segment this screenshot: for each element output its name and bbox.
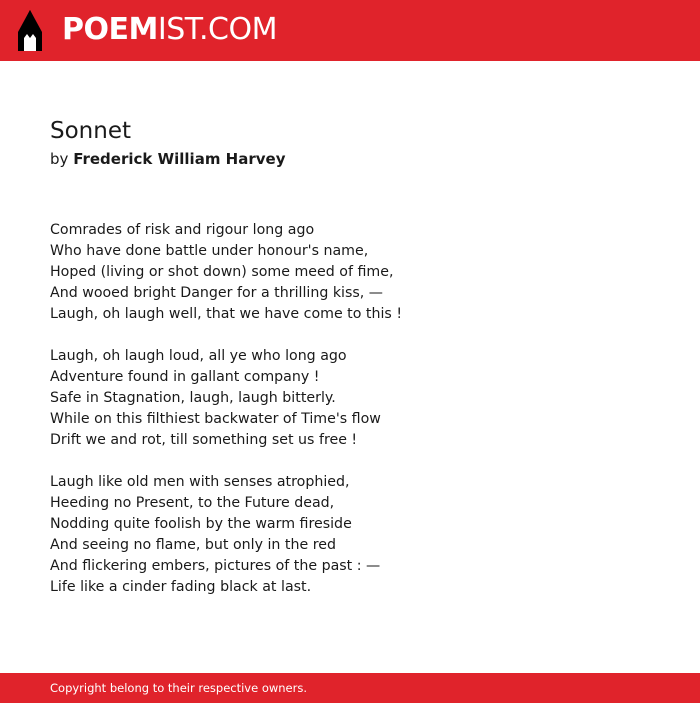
copyright-notice: Copyright belong to their respective owners. <box>50 681 308 695</box>
poem-line: And seeing no flame, but only in the red <box>50 537 336 553</box>
poem-line: Laugh, oh laugh well, that we have come to this ! <box>50 306 403 322</box>
poem-line: Adventure found in gallant company ! <box>50 369 320 385</box>
poem-title: Sonnet <box>50 118 131 144</box>
byline-prefix: by <box>50 150 69 168</box>
poem-line: While on this filthiest backwater of Time's flow <box>50 411 381 427</box>
site-logo[interactable] <box>62 13 277 47</box>
poem-line: And wooed bright Danger for a thrilling kiss, — <box>50 285 383 301</box>
poem-line: Laugh, oh laugh loud, all ye who long ago <box>50 348 347 364</box>
poem-line: Drift we and rot, till something set us free ! <box>50 432 358 448</box>
pencil-tip-icon[interactable] <box>18 10 42 51</box>
stanza <box>50 346 650 451</box>
poem-line: Who have done battle under honour's name, <box>50 243 369 259</box>
poem-line: And flickering embers, pictures of the past : — <box>50 558 381 574</box>
poem-body <box>50 220 650 598</box>
poem-line: Nodding quite foolish by the warm fireside <box>50 516 352 532</box>
poem-byline <box>50 148 650 170</box>
poem-line: Safe in Stagnation, laugh, laugh bitterly. <box>50 390 336 406</box>
poem-line: Laugh like old men with senses atrophied, <box>50 474 350 490</box>
logo-bold-text: POEM <box>62 12 158 47</box>
logo-light-text: IST.COM <box>157 12 277 47</box>
poem-content <box>50 116 650 619</box>
poem-line: Heeding no Present, to the Future dead, <box>50 495 335 511</box>
poem-author[interactable]: Frederick William Harvey <box>73 150 286 168</box>
site-header <box>0 0 700 61</box>
poem-line: Life like a cinder fading black at last. <box>50 579 312 595</box>
poem-line: Comrades of risk and rigour long ago <box>50 222 315 238</box>
site-footer <box>0 673 700 703</box>
stanza <box>50 220 650 325</box>
poem-line: Hoped (living or shot down) some meed of fime, <box>50 264 394 280</box>
stanza <box>50 472 650 598</box>
